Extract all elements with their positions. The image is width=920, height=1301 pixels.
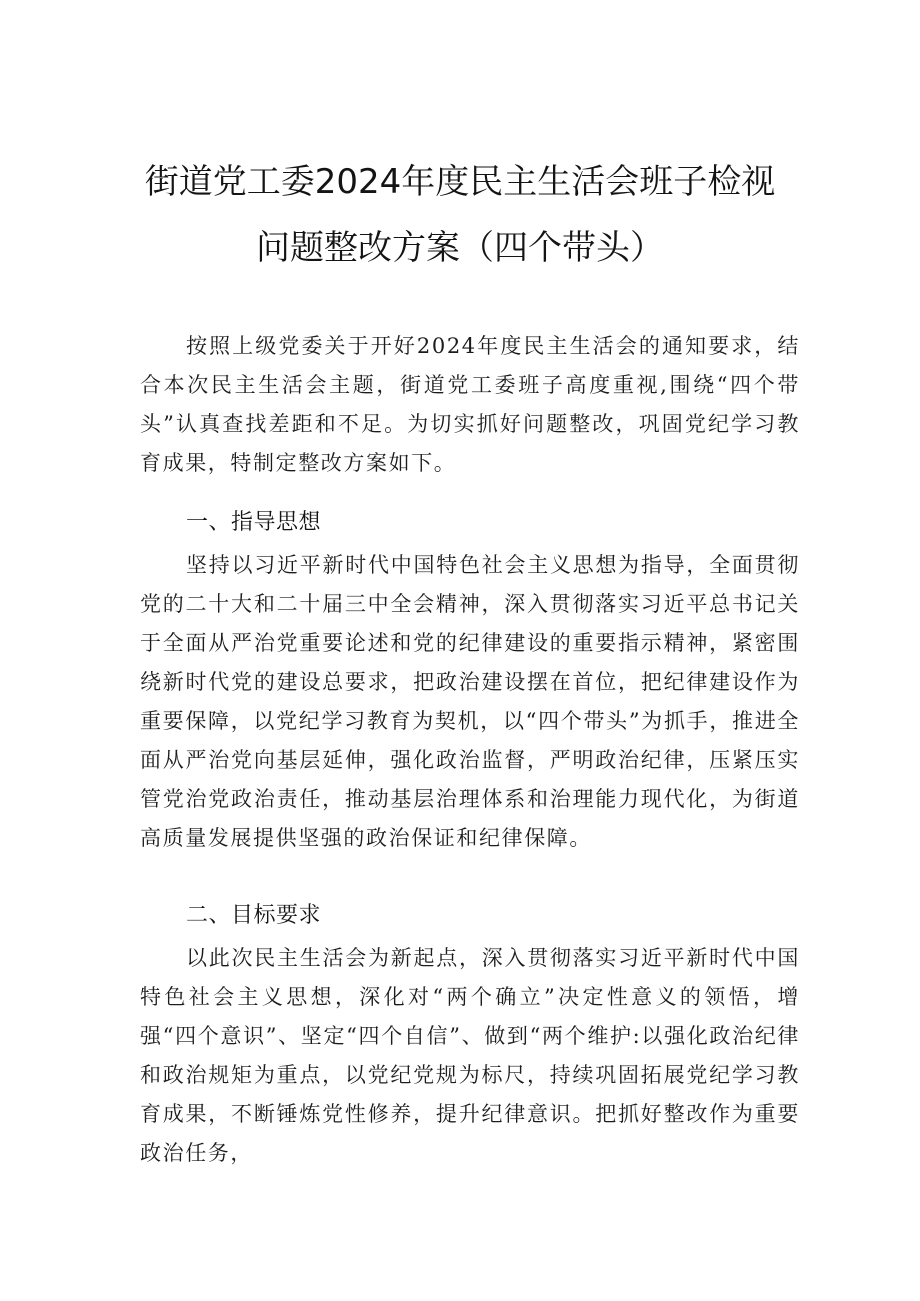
section-2-heading: 二、目标要求 (186, 903, 322, 928)
section-2-paragraph: 以此次民主生活会为新起点，深入贯彻落实习近平新时代中国特色社会主义思想，深化对“两个确立”决定性意义的领悟，增强“四个意识”、坚定“四个自信”、做到“两个维护:以强化政治纪律和政治规矩为重点，以党纪党规为标尺，持续巩固拓展党纪学习教育成果，不断锤炼党性修养，提升纪律意识。把抓好整改作为重要政治任务， (140, 946, 800, 1165)
section-1-heading: 一、指导思想 (186, 510, 322, 535)
intro-paragraph-block (140, 327, 800, 483)
section-2-block (140, 939, 800, 1173)
section-1-paragraph: 坚持以习近平新时代中国特色社会主义思想为指导，全面贯彻党的二十大和二十届三中全会精神，深入贯彻落实习近平总书记关于全面从严治党重要论述和党的纪律建设的重要指示精神，紧密围绕新时代党的建设总要求，把政治建设摆在首位，把纪律建设作为重要保障，以党纪学习教育为契机，以“四个带头”为抓手，推进全面从严治党向基层延伸，强化政治监督，严明政治纪律，压紧压实管党治党政治责任，推动基层治理体系和治理能力现代化，为街道高质量发展提供坚强的政治保证和纪律保障。 (140, 553, 800, 850)
section-1-block (140, 546, 800, 858)
intro-paragraph: 按照上级党委关于开好2024年度民主生活会的通知要求，结合本次民主生活会主题，街道党工委班子高度重视,围绕“四个带头”认真查找差距和不足。为切实抓好问题整改，巩固党纪学习教育成果，特制定整改方案如下。 (140, 334, 800, 475)
document-title-line-2: 问题整改方案（四个带头） (256, 228, 664, 268)
document-title-line-1: 街道党工委2024年度民主生活会班子检视 (144, 162, 776, 202)
